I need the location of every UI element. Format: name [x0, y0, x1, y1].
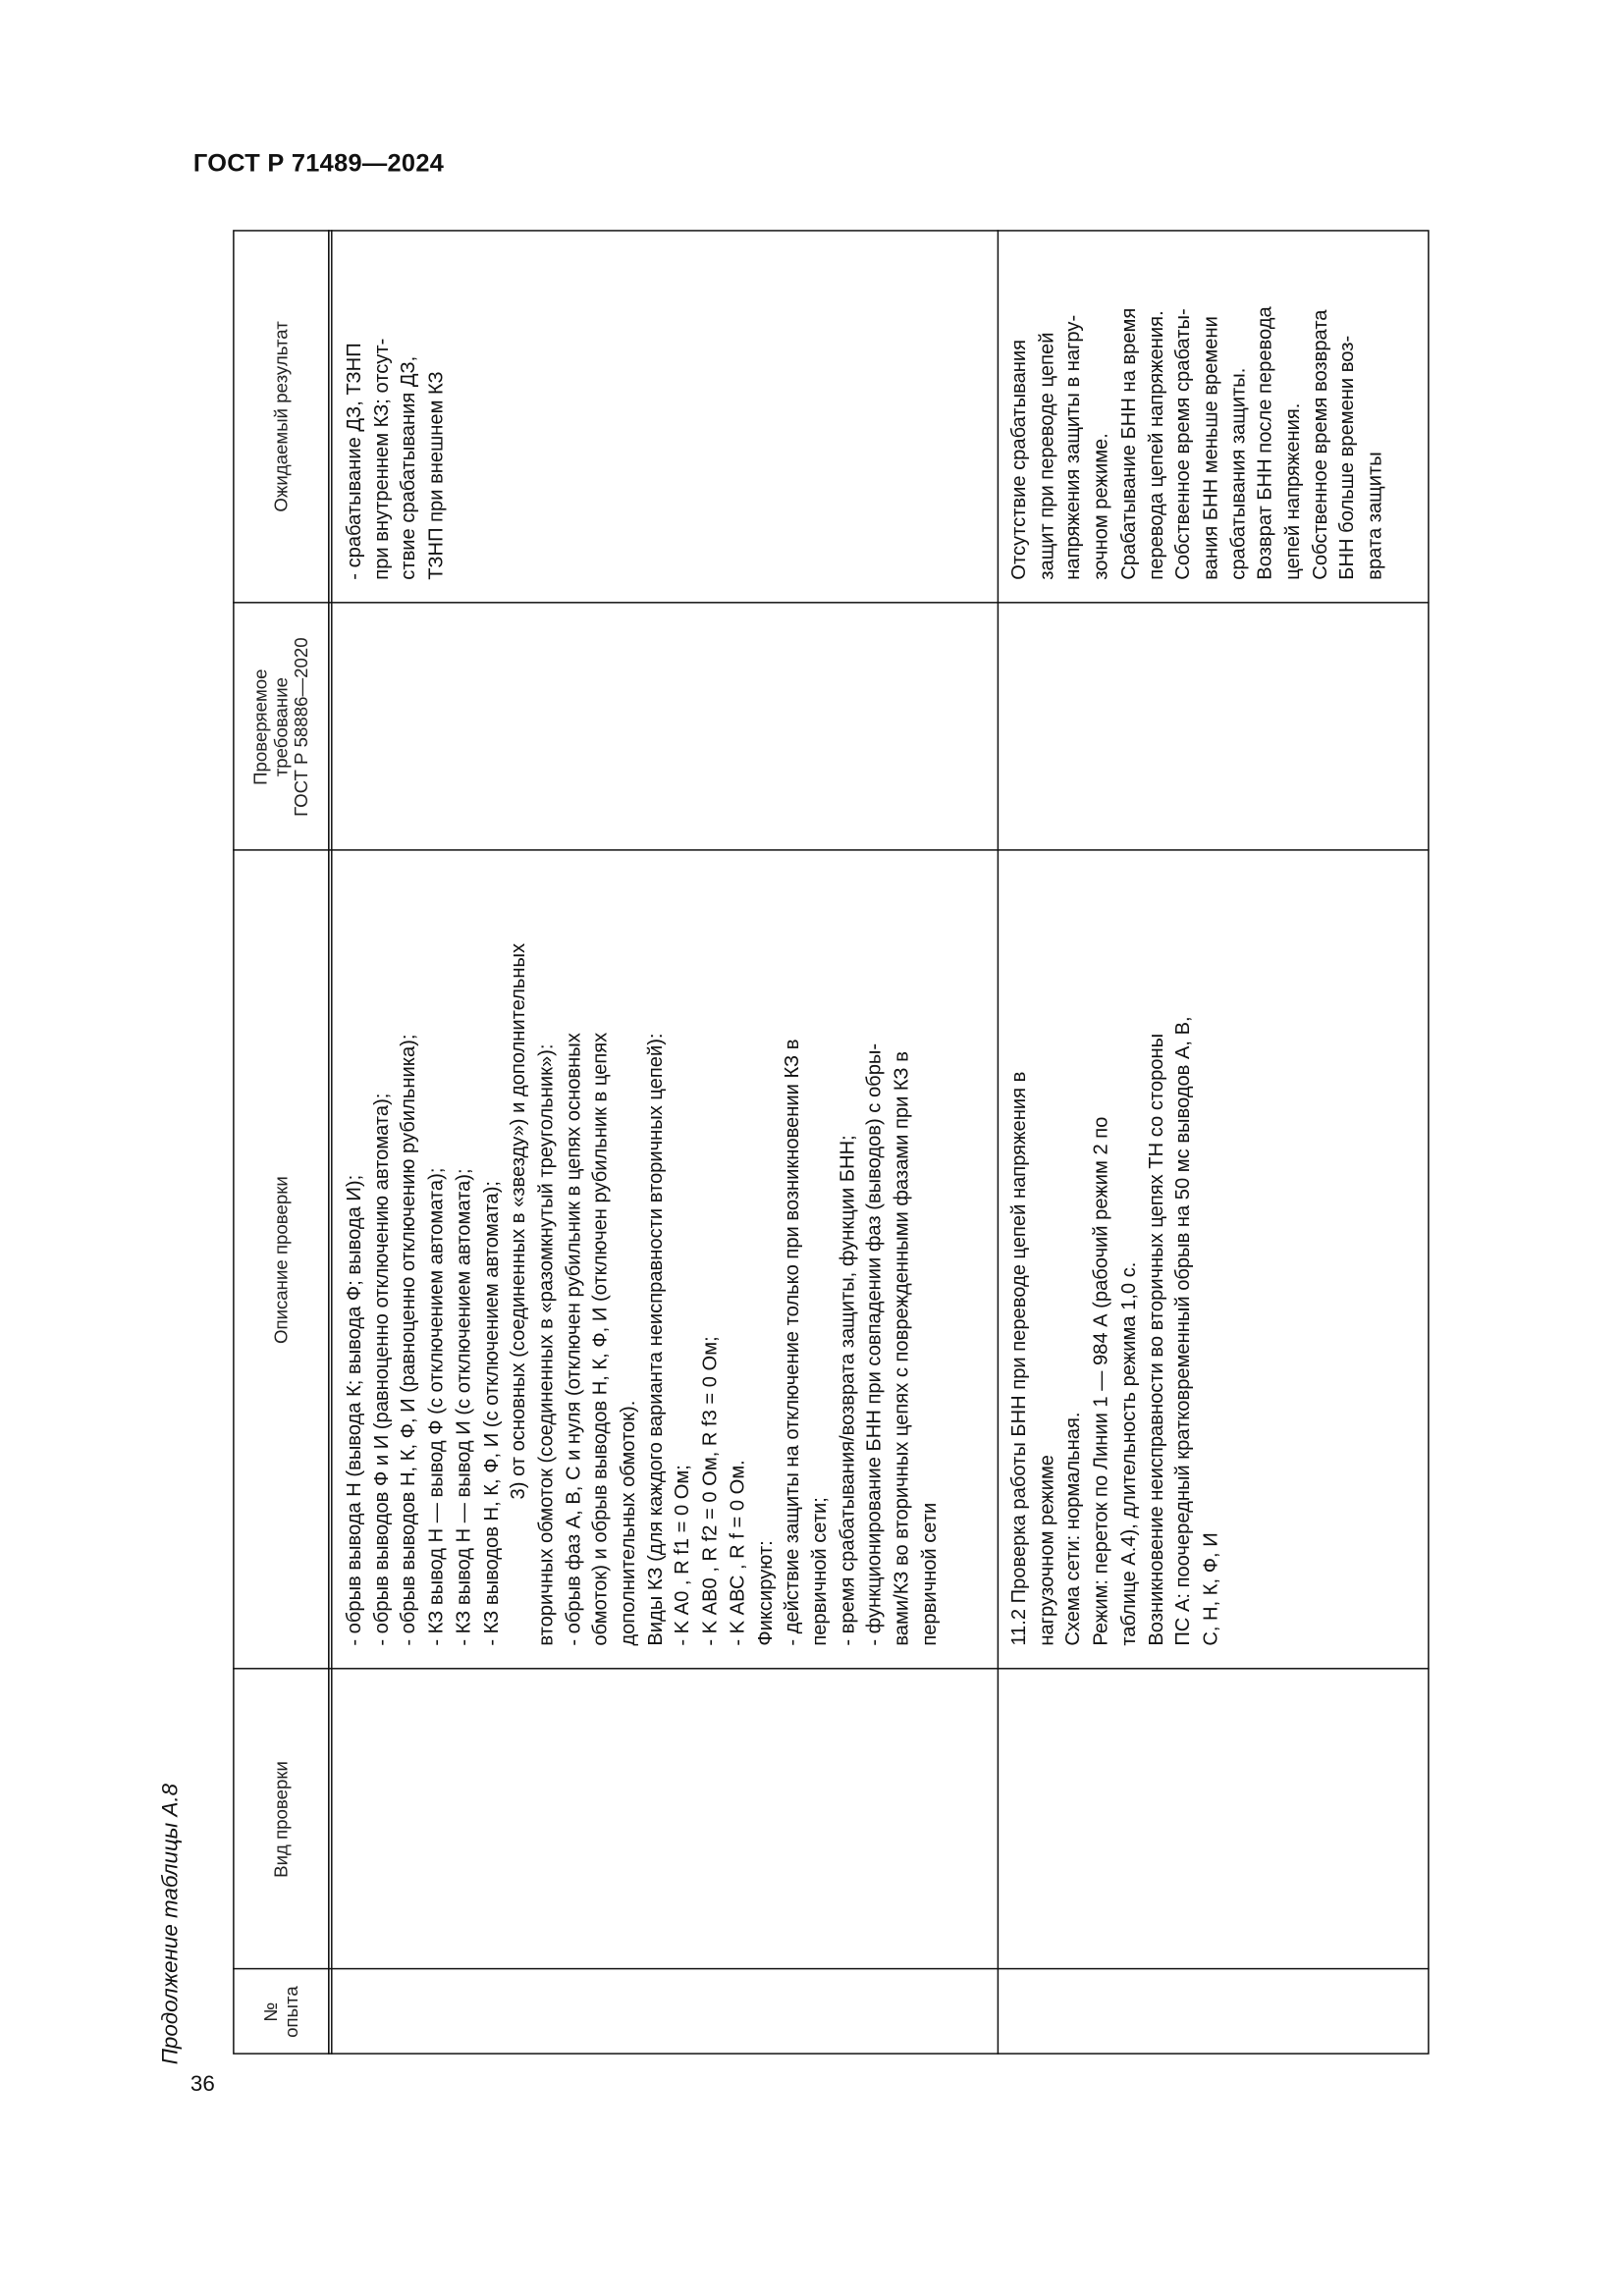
description-line: нагрузочном режиме [1034, 1455, 1057, 1646]
description-line: вторичных обмоток (соединенных в «разомкнутый треугольник»): [534, 1043, 557, 1646]
description-line: 3) от основных (соединенных в «звезду») и дополнительных [507, 942, 529, 1500]
document-header: ГОСТ Р 71489—2024 [192, 149, 445, 178]
expected-line: ствие срабатывания ДЗ, [397, 355, 420, 580]
description-line: Фиксируют: [753, 1540, 776, 1646]
description-line: - K А0 , R f1 = 0 Ом; [671, 1465, 694, 1646]
description-line: - обрыв вывода Н (вывода К; вывода Ф; вывода И); [342, 1174, 365, 1646]
expected-line: - срабатывание ДЗ, ТЗНП [342, 343, 365, 580]
header-cell-description: Описание проверки [270, 1176, 292, 1345]
header-cell-kind: Вид проверки [270, 1761, 292, 1878]
expected-line: Срабатывание БНН на время [1116, 307, 1140, 580]
header-cell-expected: Ожидаемый результат [270, 321, 292, 512]
description-line: - обрыв выводов Ф и И (равноценно отключению автомата); [369, 1093, 393, 1646]
description-line: - КЗ вывод Н — вывод И (с отключением автомата); [452, 1168, 474, 1646]
expected-line: защит при переводе цепей [1034, 332, 1057, 580]
expected-line: Собственное время возврата [1308, 309, 1331, 580]
expected-line: напряжения защиты в нагру- [1061, 314, 1085, 580]
description-line: - КЗ выводов Н, К, Ф, И (с отключением автомата); [479, 1180, 502, 1646]
header-cell-num: № опыта [259, 1986, 301, 2038]
description-line: - время срабатывания/возврата защиты, функции БНН; [836, 1135, 858, 1646]
expected-line: вания БНН меньше времени [1199, 316, 1221, 580]
expected-line: Отсутствие срабатывания [1007, 339, 1030, 580]
description-line: дополнительных обмоток). [616, 1400, 639, 1646]
expected-line: перевода цепей напряжения. [1144, 310, 1166, 580]
expected-line: Возврат БНН после перевода [1254, 306, 1276, 580]
description-line: 11.2 Проверка работы БНН при переводе цепей напряжения в [1007, 1071, 1030, 1646]
expected-line: срабатывания защиты. [1226, 367, 1249, 580]
description-line: - обрыв фаз А, В, С и нуля (отключен рубильник в цепях основных [562, 1033, 584, 1646]
description-line: вами/КЗ во вторичных цепях с поврежденными фазами при КЗ в [890, 1051, 913, 1646]
description-line: таблице А.4), длительность режима 1,0 с. [1116, 1261, 1140, 1646]
description-line: первичной сети [917, 1502, 941, 1646]
table-continuation-caption: Продолжение таблицы А.8 [158, 1783, 184, 2065]
page-number: 36 [189, 2071, 215, 2098]
description-line: - функционирование БНН при совпадении фаз (выводов) с обры- [862, 1042, 886, 1646]
expected-line: БНН больше времени воз- [1335, 335, 1359, 580]
expected-line: Собственное время срабаты- [1171, 308, 1194, 580]
expected-line: при внутреннем КЗ; отсут- [369, 338, 393, 580]
expected-line: врата защиты [1363, 452, 1386, 580]
description-line: - K АВС , R f = 0 Ом. [726, 1460, 748, 1646]
expected-line: ТЗНП при внешнем КЗ [424, 371, 448, 580]
header-cell-requirement: Проверяемое требование ГОСТ Р 58886—2020 [249, 637, 311, 817]
description-line: обмоток) и обрыв выводов Н, К, Ф, И (отключен рубильник в цепях [589, 1032, 612, 1646]
description-line: - КЗ вывод Н — вывод Ф (с отключением автомата); [424, 1167, 448, 1646]
table-frame [233, 230, 1429, 2055]
description-line: Виды КЗ (для каждого варианта неисправности вторичных цепей): [643, 1033, 667, 1646]
description-line: - обрыв выводов Н, К, Ф, И (равноценно отключению рубильника); [397, 1034, 420, 1646]
description-line: ПС А: поочередный кратковременный обрыв на 50 мс выводов А, В, [1171, 1016, 1194, 1646]
expected-line: зочном режиме. [1089, 433, 1112, 580]
description-line: С, Н, К, Ф, И [1199, 1532, 1221, 1646]
description-line: Схема сети: нормальная. [1061, 1412, 1085, 1646]
description-line: - K АВ0 , R f2 = 0 Ом, R f3 = 0 Ом; [698, 1336, 721, 1646]
description-line: Возникновение неисправности во вторичных цепях ТН со стороны [1144, 1033, 1166, 1646]
expected-line: цепей напряжения. [1281, 402, 1304, 580]
rotated-table [233, 230, 1429, 2055]
description-line: первичной сети; [808, 1497, 831, 1646]
description-line: Режим: переток по Линии 1 — 984 А (рабочий режим 2 по [1089, 1116, 1112, 1646]
description-line: - действие защиты на отключение только при возникновении КЗ в [781, 1039, 803, 1646]
